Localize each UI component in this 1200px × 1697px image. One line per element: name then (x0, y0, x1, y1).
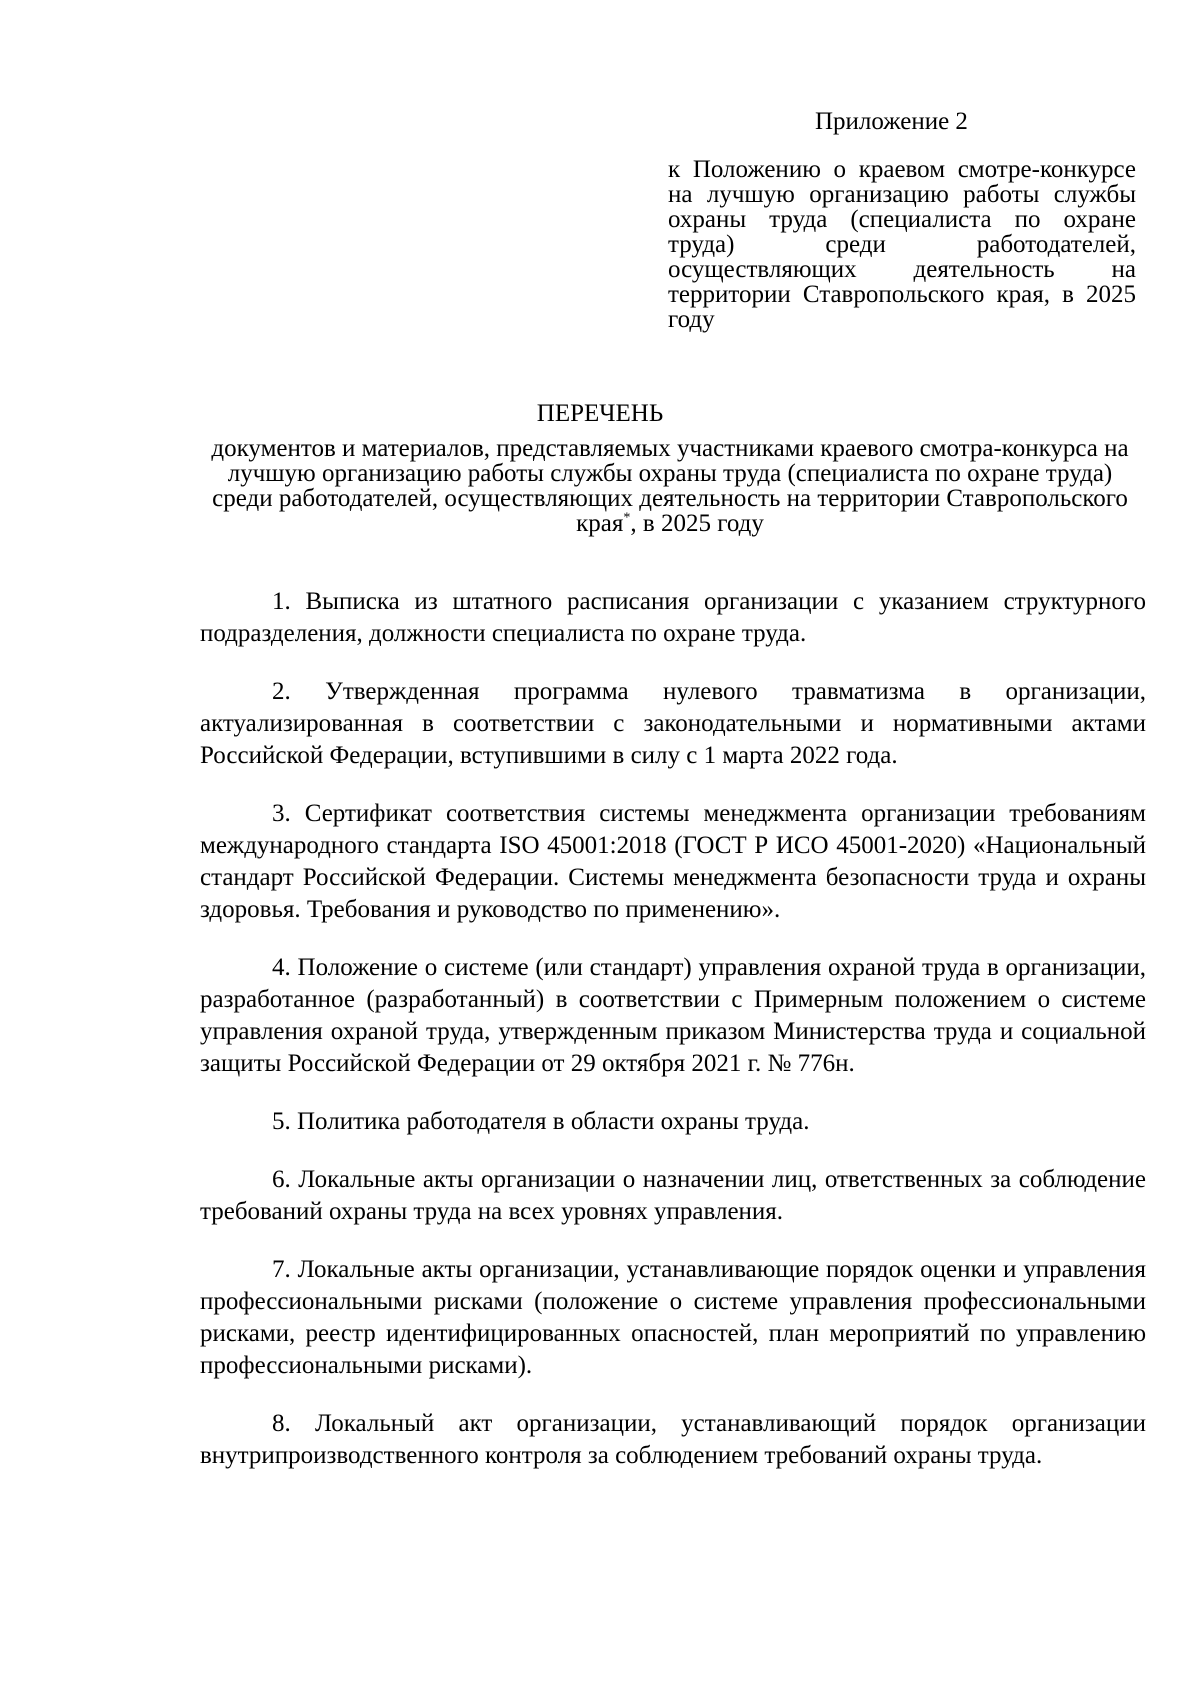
document-subtitle-tail: , в 2025 году (630, 510, 764, 537)
document-subtitle-text: документов и материалов, представляемых участниками краевого смотра-конкурса на лучшую организацию работы службы охраны труда (специалиста по охране труда) среди работодателей, осуществляющих деятельность на территории Ставропольского края (211, 435, 1129, 537)
annex-reference: к Положению о краевом смотре-конкурсе на лучшую организацию работы службы охраны труда (специалиста по охране труда) среди работодателей, осуществляющих деятельность на территории Ставропольского края, в 2025 году (668, 156, 1136, 333)
list-item: 8. Локальный акт организации, устанавливающий порядок организации внутрипроизводственного контроля за соблюдением требований охраны труда. (200, 1410, 1146, 1469)
list-item: 3. Сертификат соответствия системы менеджмента организации требованиям международного стандарта ISO 45001:2018 (ГОСТ Р ИСО 45001-2020) «Национальный стандарт Российской Федерации. Системы менеджмента безопасности труда и охраны здоровья. Требования и руководство по применению». (200, 800, 1146, 923)
footnote-mark: * (623, 510, 631, 526)
documents-list (200, 586, 1146, 1498)
list-item: 2. Утвержденная программа нулевого травматизма в организации, актуализированная в соответствии с законодательными и нормативными актами Российской Федерации, вступившими в силу с 1 марта 2022 года. (200, 678, 1146, 769)
document-title: ПЕРЕЧЕНЬ (536, 400, 664, 427)
list-item: 5. Политика работодателя в области охраны труда. (272, 1108, 810, 1135)
list-item: 7. Локальные акты организации, устанавливающие порядок оценки и управления профессиональными рисками (положение о системе управления профессиональными рисками, реестр идентифицированных опасностей, план мероприятий по управлению профессиональными рисками). (200, 1256, 1146, 1379)
document-subtitle (200, 436, 1140, 536)
list-item: 1. Выписка из штатного расписания организации с указанием структурного подразделения, должности специалиста по охране труда. (200, 588, 1146, 647)
list-item: 6. Локальные акты организации о назначении лиц, ответственных за соблюдение требований охраны труда на всех уровнях управления. (200, 1166, 1146, 1225)
annex-title: Приложение 2 (815, 108, 968, 135)
list-item: 4. Положение о системе (или стандарт) управления охраной труда в организации, разработанное (разработанный) в соответствии с Примерным положением о системе управления охраной труда, утвержденным приказом Министерства труда и социальной защиты Российской Федерации от 29 октября 2021 г. № 776н. (200, 954, 1146, 1077)
